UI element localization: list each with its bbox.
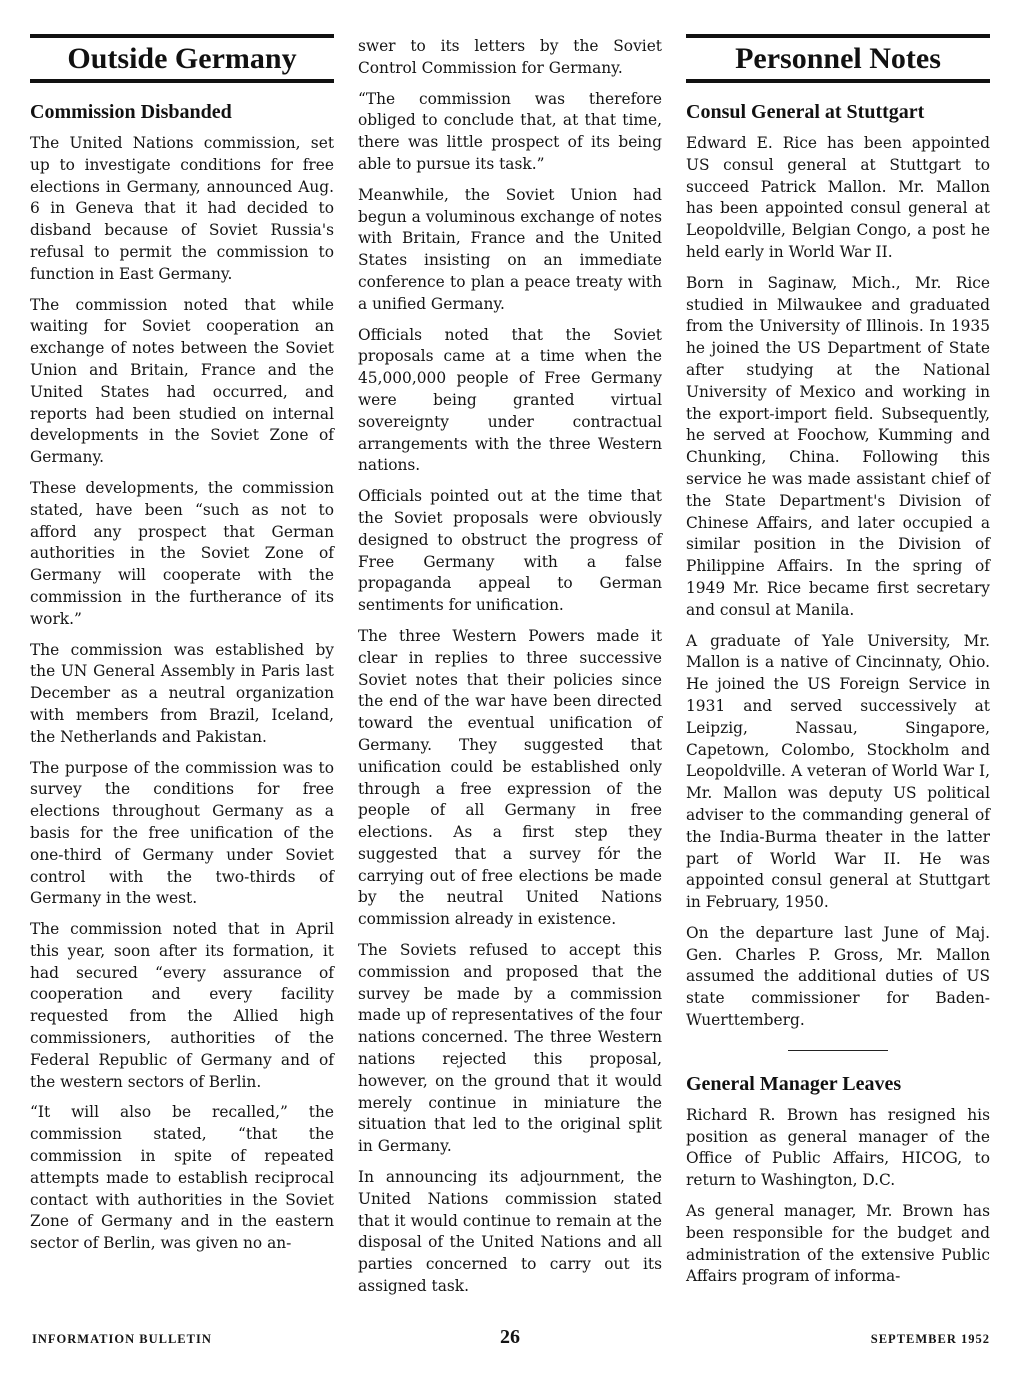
- section-divider: [788, 1050, 888, 1051]
- paragraph: The three Western Powers made it clear in replies to three successive Soviet notes that their policies since the end of the war have been directed toward the eventual unification of Germany. They suggested that unification could be established only through a free expression of the people of all Germany in free elections. As a first step they suggested that a survey fór the carrying out of free elections be made by the neutral United Nations commission already in existence.: [358, 626, 662, 929]
- article-heading: Commission Disbanded: [30, 101, 232, 123]
- paragraph: Richard R. Brown has resigned his position as general manager of the Office of Public Affairs, HICOG, to return to Washington, D.C.: [686, 1105, 990, 1190]
- section-title: Outside Germany: [67, 42, 297, 75]
- paragraph: In announcing its adjournment, the United Nations commission stated that it would continue to remain at the disposal of the United Nations and all parties concerned to carry out its assigned task.: [358, 1168, 662, 1296]
- page-number: 26: [500, 1326, 520, 1348]
- paragraph: Officials noted that the Soviet proposals came at a time when the 45,000,000 people of Free Germany were being granted virtual sovereignty under contractual arrangements with the three Western nations.: [358, 325, 662, 475]
- paragraph: The commission was established by the UN General Assembly in Paris last December as a neutral organization with members from Brazil, Iceland, the Netherlands and Pakistan.: [30, 640, 334, 746]
- article-heading: General Manager Leaves: [686, 1072, 902, 1095]
- column-continued-article: [358, 36, 662, 1307]
- section-banner: [30, 34, 334, 83]
- paragraph: Edward E. Rice has been appointed US consul general at Stuttgart to succeed Patrick Mallon. Mr. Mallon has been appointed consul general at Leopoldville, Belgian Congo, a post he held early in World War II.: [686, 134, 990, 261]
- paragraph: Born in Saginaw, Mich., Mr. Rice studied in Milwaukee and graduated from the University of Illinois. In 1935 he joined the US Department of State after studying at the National University of Mexico and working in the export-import field. Subsequently, he served at Foochow, Kumming and Chunking, China. Following this service he was made assistant chief of the State Department's Division of Chinese Affairs, and later occupied a similar position in the Division of Philippine Affairs. In the spring of 1949 Mr. Rice became first secretary and consul at Manila.: [686, 273, 990, 619]
- paragraph: As general manager, Mr. Brown has been responsible for the budget and administration of the extensive Public Affairs program of informa-: [686, 1202, 990, 1286]
- issue-date: SEPTEMBER 1952: [870, 1332, 990, 1346]
- column-personnel-notes: [686, 34, 990, 1297]
- paragraph: “It will also be recalled,” the commission stated, “that the commission in spite of repeated attempts made to establish reciprocal contact with authorities in the Soviet Zone of Germany and in the eastern sector of Berlin, was given no an-: [30, 1103, 334, 1253]
- paragraph: swer to its letters by the Soviet Control Commission for Germany.: [358, 37, 662, 77]
- paragraph: Meanwhile, the Soviet Union had begun a voluminous exchange of notes with Britain, France and the United States insisting on an immediate conference to plan a peace treaty with a unified Germany.: [358, 185, 662, 313]
- paragraph: “The commission was therefore obliged to conclude that, at that time, there was little prospect of its being able to pursue its task.”: [358, 89, 662, 173]
- section-banner: [686, 34, 990, 83]
- article-heading: Consul General at Stuttgart: [686, 101, 925, 123]
- paragraph: The commission noted that in April this year, soon after its formation, it had secured “every assurance of cooperation and every facility requested from the Allied high commissioners, authorities of the Federal Republic of Germany and of the western sectors of Berlin.: [30, 920, 334, 1091]
- section-title: Personnel Notes: [735, 42, 941, 75]
- paragraph: Officials pointed out at the time that the Soviet proposals were obviously designed to obstruct the progress of Free Germany with a false propaganda appeal to German sentiments for unification.: [358, 487, 662, 615]
- paragraph: The purpose of the commission was to survey the conditions for free elections throughout Germany as a basis for the free unification of the one-third of Germany under Soviet control with the two-thirds of Germany in the west.: [30, 758, 334, 908]
- paragraph: A graduate of Yale University, Mr. Mallon is a native of Cincinnaty, Ohio. He joined the US Foreign Service in 1931 and served successively at Leipzig, Nassau, Singapore, Capetown, Colombo, Stockholm and Leopoldville. A veteran of World War I, Mr. Mallon was deputy US political adviser to the commanding general of the India-Burma theater in the latter part of World War II. He was appointed consul general at Stuttgart in February, 1950.: [686, 631, 990, 912]
- page-footer: [30, 1326, 990, 1356]
- column-outside-germany: [30, 34, 334, 1264]
- paragraph: The commission noted that while waiting for Soviet cooperation an exchange of notes between the Soviet Union and Britain, France and the United States had occurred, and reports had been studied on internal developments in the Soviet Zone of Germany.: [30, 295, 334, 467]
- paragraph: The Soviets refused to accept this commission and proposed that the survey be made by a commission made up of representatives of the four nations concerned. The three Western nations rejected this proposal, however, on the ground that it would merely continue in miniature the situation that led to the original split in Germany.: [358, 941, 662, 1156]
- publication-name: INFORMATION BULLETIN: [32, 1332, 212, 1346]
- paragraph: On the departure last June of Maj. Gen. Charles P. Gross, Mr. Mallon assumed the additional duties of US state commissioner for Baden-Wuerttemberg.: [686, 923, 990, 1030]
- paragraph: The United Nations commission, set up to investigate conditions for free elections in Germany, announced Aug. 6 in Geneva that it had decided to disband because of Soviet Russia's refusal to permit the commission to function in East Germany.: [30, 134, 334, 283]
- paragraph: These developments, the commission stated, have been “such as not to afford any prospect that German authorities in the Soviet Zone of Germany will cooperate with the commission in the furtherance of its work.”: [30, 478, 334, 628]
